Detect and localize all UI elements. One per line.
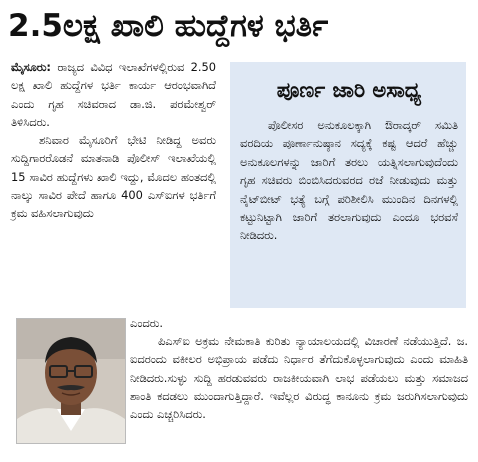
- bottom-first-line: ಎಂದರು.: [130, 316, 163, 330]
- sidebar-paragraph: ಪೊಲೀಸರ ಅನುಕೂಲಕ್ಕಾಗಿ ಔರಾದ್ಕರ್ ಸಮಿತಿ ವರದಿಯ ಪೂರ್ಣಾನುಷ್ಠಾನ ಸದ್ಯಕ್ಕೆ ಕಷ್ಟ ಆದರೆ ಹೆಚ್ಚು ಅನುಕೂಲಗಳನ್ನು ಜಾರಿಗೆ ತರಲು ಯತ್ನಿಸಲಾಗುವುದೆಂದು ಗೃಹ ಸಚಿವರು ಬಿಂಬಿಸಿದರುವರದ ರಜೆ ನೀಡುವುದು ಮತ್ತು ನೈಟ್‌ಬೀಟ್ ಭತ್ಯೆ ಬಗ್ಗೆ ಪರಿಶೀಲಿಸಿ ಮುಂದಿನ ದಿನಗಳಲ್ಲಿ ಕಟ್ಟುನಿಟ್ಟಾಗಿ ಜಾರಿಗೆ ತರಲಾಗುವುದು ಎಂದೂ ಭರವಸೆ ನೀಡಿದರು.: [240, 118, 458, 243]
- sidebar-title: ಪೂರ್ಣ ಜಾರಿ ಅಸಾಧ್ಯ: [276, 78, 422, 102]
- bottom-paragraph-block: [130, 332, 468, 423]
- left-paragraph-2: ಶನಿವಾರ ಮೈಸೂರಿಗೆ ಭೇಟಿ ನೀಡಿದ್ದ ಅವರು ಸುದ್ದಿಗಾರರೊಡನೆ ಮಾತನಾಡಿ ಪೊಲೀಸ್ ಇಲಾಖೆಯಲ್ಲಿ 15 ಸಾವಿರ ಹುದ್ದೆಗಳು ಖಾಲಿ ಇದ್ದು, ಮೊದಲ ಹಂತದಲ್ಲಿ ನಾಲ್ಕು ಸಾವಿರ ಪೇದೆ ಹಾಗೂ 400 ಎಸ್ಐಗಳ ಭರ್ತಿಗೆ ಕ್ರಮ ವಹಿಸಲಾಗುವುದು: [11, 133, 216, 221]
- dateline: ಮೈಸೂರು:: [11, 60, 51, 74]
- bottom-paragraph: ಪಿಎಸ್ಐ ಅಕ್ರಮ ನೇಮಕಾತಿ ಕುರಿತು ನ್ಯಾಯಾಲಯದಲ್ಲಿ ವಿಚಾರಣೆ ನಡೆಯುತ್ತಿದೆ. ಜ. ಐದರಂದು ವಕೀಲರ ಅಭಿಪ್ರಾಯ ಪಡೆದು ನಿರ್ಧಾರ ತೆಗೆದುಕೊಳ್ಳಲಾಗುವುದು ಎಂದು ಮಾಹಿತಿ ನೀಡಿದರು.ಸುಳ್ಳು ಸುದ್ದಿ ಹರಡುವವರು ರಾಜಕೀಯವಾಗಿ ಲಾಭ ಪಡೆಯಲು ಮತ್ತು ಸಮಾಜದ ಶಾಂತಿ ಕದಡಲು ಮುಂದಾಗುತ್ತಿದ್ದಾರೆ. ಇವೆಲ್ಲರ ವಿರುದ್ಧ ಕಾನೂನು ಕ್ರಮ ಜರುಗಿಸಲಾಗುವುದು ಎಂದು ಎಚ್ಚರಿಸಿದರು.: [130, 334, 468, 422]
- headline: 2.5ಲಕ್ಷ ಖಾಲಿ ಹುದ್ದೆಗಳ ಭರ್ತಿ: [8, 8, 329, 44]
- person-photo: [16, 318, 126, 444]
- sidebar-box: [230, 62, 466, 308]
- left-column: [11, 58, 216, 223]
- portrait-image: [17, 319, 125, 443]
- left-paragraph-1: [11, 58, 216, 131]
- left-paragraph-1-text: ರಾಜ್ಯದ ವಿವಿಧ ಇಲಾಖೆಗಳಲ್ಲಿರುವ 2.50 ಲಕ್ಷ ಖಾಲಿ ಹುದ್ದೆಗಳ ಭರ್ತಿ ಕಾರ್ಯ ಆರಂಭವಾಗಿದೆ ಎಂದು ಗೃಹ ಸಚಿವರಾದ ಡಾ.ಜಿ. ಪರಮೇಶ್ವರ್ ತಿಳಿಸಿದರು.: [11, 60, 216, 129]
- sidebar-body: [240, 116, 458, 245]
